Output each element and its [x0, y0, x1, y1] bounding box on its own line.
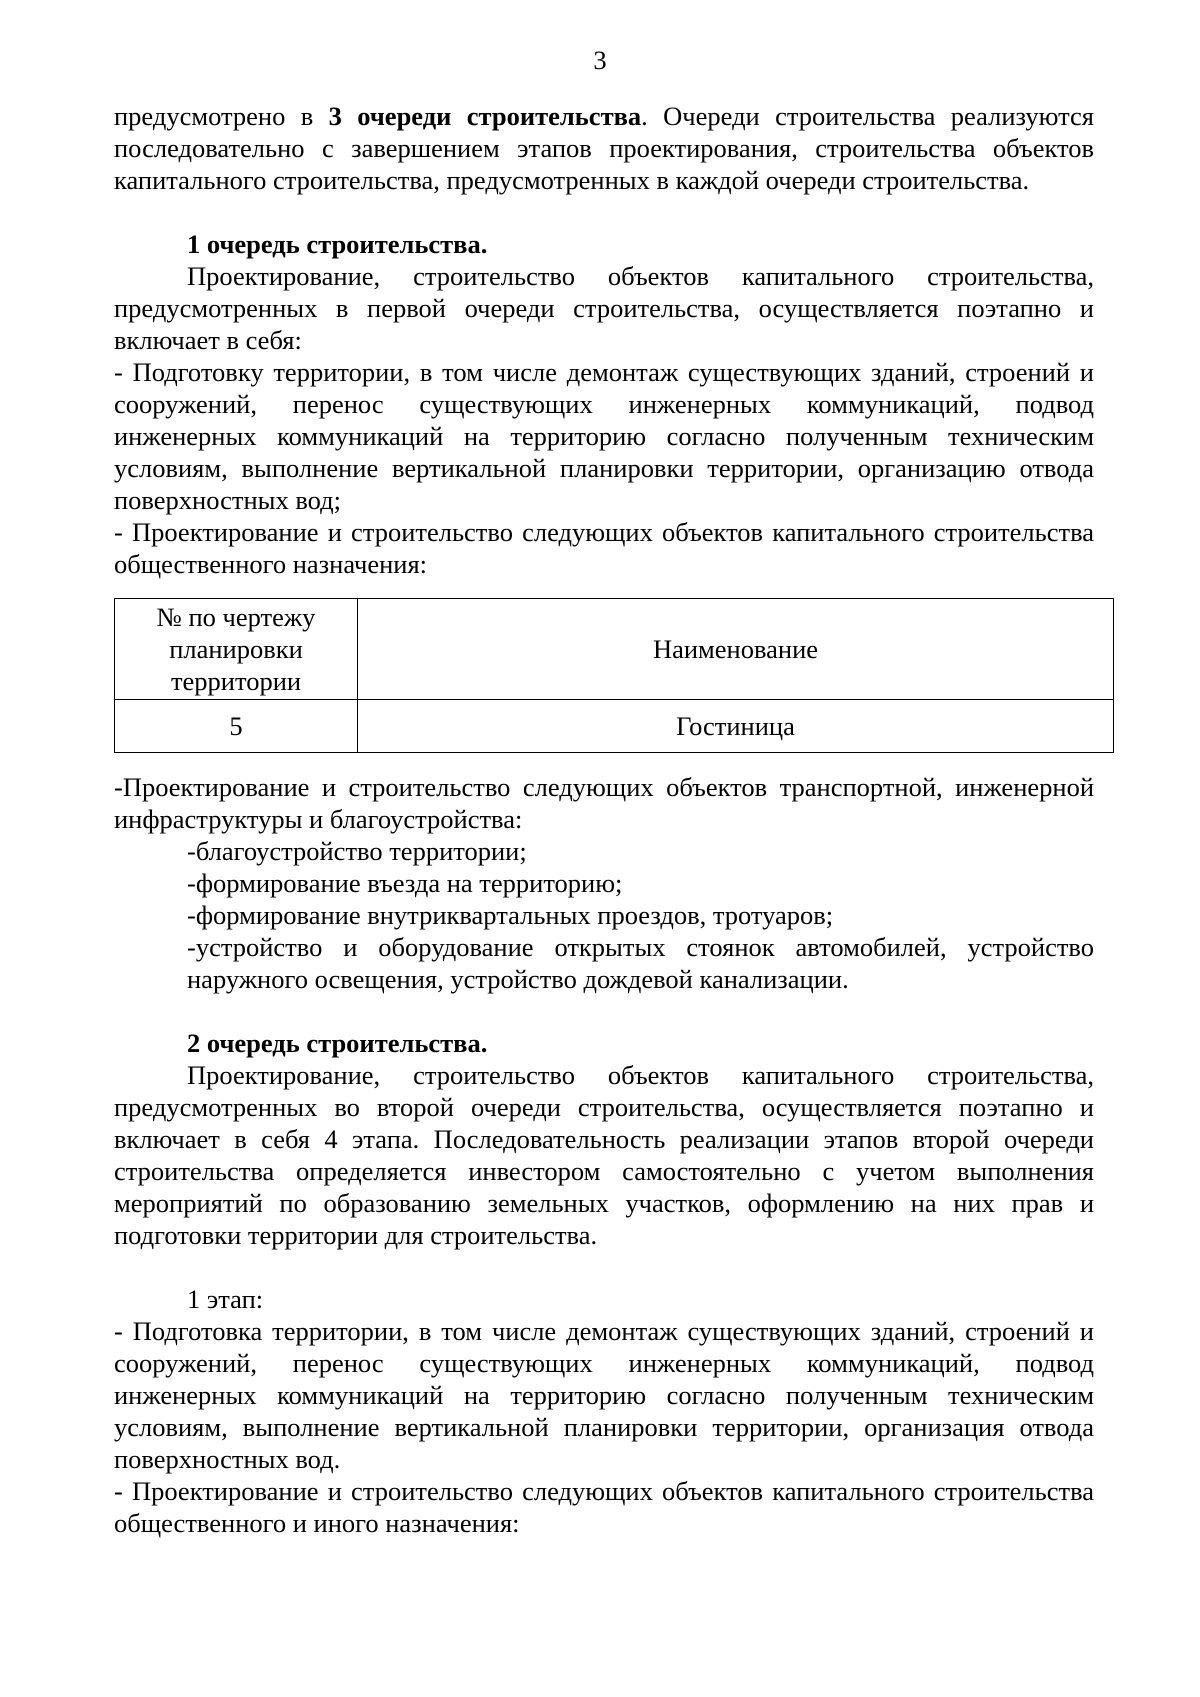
table-header-row: [115, 599, 1114, 700]
intro-text-start: предусмотрено в: [114, 101, 329, 131]
stage1-dash-item-1: - Подготовка территории, в том числе демонтаж существующих зданий, строений и сооружений, перенос существующих инженерных коммуникаций, подвод инженерных коммуникаций на территорию согласно полученным техническим условиям, выполнение вертикальной планировки территории, организация отвода поверхностных вод.: [114, 1316, 1094, 1474]
page-content: [114, 100, 1094, 1539]
queue2-paragraph: Проектирование, строительство объектов капитального строительства, предусмотренных во второй очереди строительства, осуществляется поэтапно и включает в себя 4 этапа. Последовательность реализации этапов второй очереди строительства определяется инвестором самостоятельно с учетом выполнения мероприятий по образованию земельных участков, оформлению на них прав и подготовки территории для строительства.: [114, 1060, 1094, 1250]
queue1-paragraph: Проектирование, строительство объектов капитального строительства, предусмотренных в первой очереди строительства, осуществляется поэтапно и включает в себя:: [114, 261, 1094, 355]
page-number: 3: [593, 45, 607, 75]
intro-text-end: . Очереди строительства реализуются последовательно с завершением этапов проектирования, строительства объектов капитального строительства, предусмотренных в каждой очереди строительства.: [114, 101, 1094, 195]
queue1-dash-item-1: - Подготовку территории, в том числе демонтаж существующих зданий, строений и сооружений, перенос существующих инженерных коммуникаций, подвод инженерных коммуникаций на территорию согласно полученным техническим условиям, выполнение вертикальной планировки территории, организацию отвода поверхностных вод;: [114, 357, 1094, 515]
table-cell-number: 5: [115, 700, 358, 753]
infra-lead: -Проектирование и строительство следующих объектов транспортной, инженерной инфраструктуры и благоустройства:: [114, 772, 1094, 834]
table-row: [115, 700, 1114, 753]
table-cell-name: Гостиница: [358, 700, 1114, 753]
queue1-dash-item-2: - Проектирование и строительство следующих объектов капитального строительства общественного назначения:: [114, 517, 1094, 579]
spacer: [114, 995, 1094, 1027]
stage1-label: 1 этап:: [187, 1284, 264, 1314]
intro-bold-phrase: 3 очереди строительства: [328, 101, 642, 131]
table-header-number: № по чертежу планировки территории: [115, 599, 358, 700]
infra-item: -благоустройство территории;: [187, 836, 527, 866]
spacer: [114, 196, 1094, 228]
infra-item: -устройство и оборудование открытых стоянок автомобилей, устройство наружного освещения, устройство дождевой канализации.: [187, 932, 1094, 994]
spacer: [114, 1251, 1094, 1283]
intro-paragraph: [114, 100, 1094, 196]
queue1-heading: 1 очередь строительства.: [187, 229, 488, 259]
infra-item: -формирование въезда на территорию;: [187, 868, 623, 898]
objects-table: [114, 598, 1114, 753]
stage1-dash-item-2: - Проектирование и строительство следующих объектов капитального строительства общественного и иного назначения:: [114, 1476, 1094, 1538]
infra-item: -формирование внутриквартальных проездов, тротуаров;: [187, 900, 834, 930]
queue2-heading: 2 очередь строительства.: [187, 1028, 488, 1058]
table-header-name: Наименование: [358, 599, 1114, 700]
